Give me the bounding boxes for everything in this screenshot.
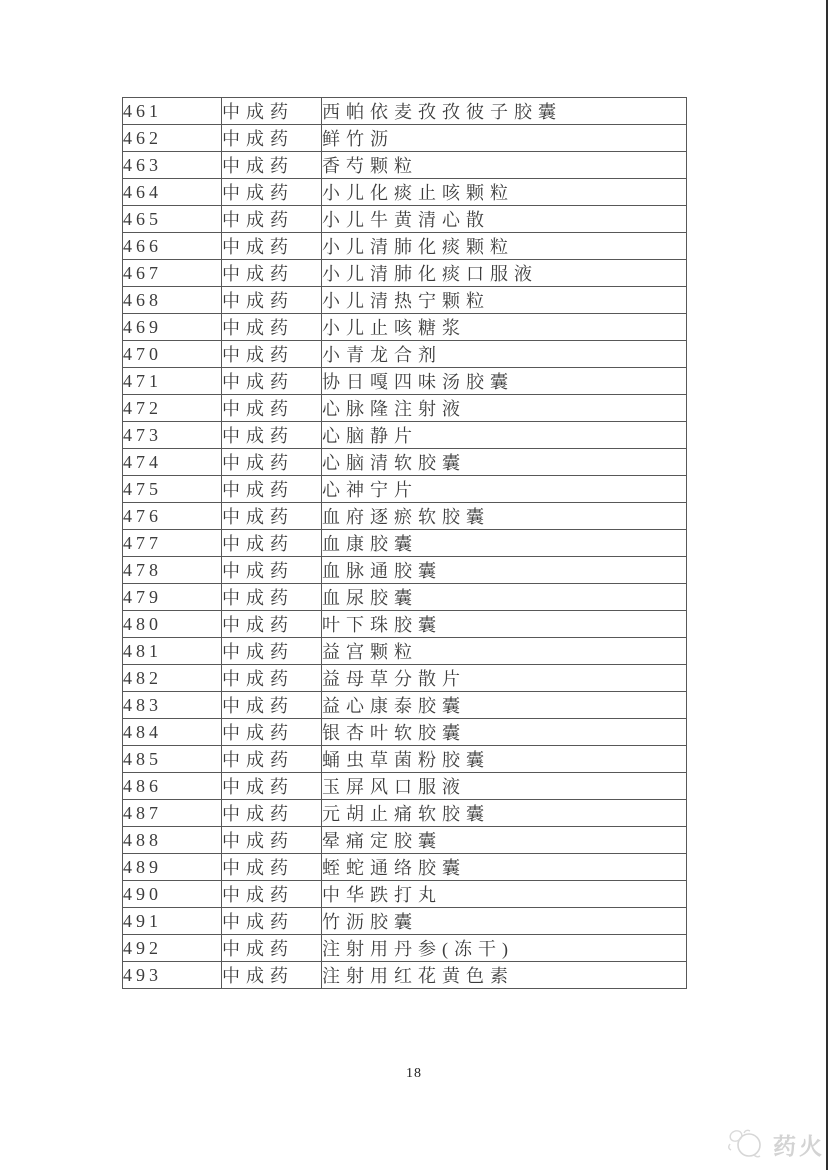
cell-name: 香芍颗粒 <box>322 152 687 179</box>
table-row <box>123 962 687 989</box>
medicine-table-body <box>123 98 687 989</box>
cell-category: 中成药 <box>222 908 322 935</box>
cell-category: 中成药 <box>222 611 322 638</box>
cell-name: 心脑清软胶囊 <box>322 449 687 476</box>
cell-number: 463 <box>123 152 222 179</box>
table-row <box>123 476 687 503</box>
cell-name: 银杏叶软胶囊 <box>322 719 687 746</box>
cell-category: 中成药 <box>222 152 322 179</box>
cell-number: 492 <box>123 935 222 962</box>
cell-number: 475 <box>123 476 222 503</box>
cell-category: 中成药 <box>222 719 322 746</box>
cell-category: 中成药 <box>222 179 322 206</box>
cell-name: 小儿止咳糖浆 <box>322 314 687 341</box>
cell-number: 484 <box>123 719 222 746</box>
cell-name: 血脉通胶囊 <box>322 557 687 584</box>
cell-number: 467 <box>123 260 222 287</box>
cell-name: 小儿清热宁颗粒 <box>322 287 687 314</box>
cell-name: 血尿胶囊 <box>322 584 687 611</box>
cell-number: 483 <box>123 692 222 719</box>
cell-number: 476 <box>123 503 222 530</box>
table-row <box>123 233 687 260</box>
cell-number: 486 <box>123 773 222 800</box>
cell-category: 中成药 <box>222 98 322 125</box>
table-row <box>123 584 687 611</box>
cell-number: 462 <box>123 125 222 152</box>
cell-category: 中成药 <box>222 125 322 152</box>
cell-number: 485 <box>123 746 222 773</box>
cell-category: 中成药 <box>222 881 322 908</box>
cell-name: 西帕依麦孜孜彼子胶囊 <box>322 98 687 125</box>
table-row <box>123 557 687 584</box>
cell-category: 中成药 <box>222 584 322 611</box>
table-row <box>123 881 687 908</box>
table-row <box>123 638 687 665</box>
cell-name: 血康胶囊 <box>322 530 687 557</box>
cell-number: 493 <box>123 962 222 989</box>
cell-number: 473 <box>123 422 222 449</box>
cell-name: 小青龙合剂 <box>322 341 687 368</box>
cell-category: 中成药 <box>222 476 322 503</box>
cell-name: 益心康泰胶囊 <box>322 692 687 719</box>
cell-category: 中成药 <box>222 557 322 584</box>
table-row <box>123 665 687 692</box>
table-row <box>123 692 687 719</box>
table-row <box>123 827 687 854</box>
cell-number: 477 <box>123 530 222 557</box>
cell-number: 480 <box>123 611 222 638</box>
cell-name: 注射用红花黄色素 <box>322 962 687 989</box>
mascot-icon <box>724 1124 770 1165</box>
table-row <box>123 800 687 827</box>
cell-category: 中成药 <box>222 800 322 827</box>
cell-name: 注射用丹参(冻干) <box>322 935 687 962</box>
table-row <box>123 260 687 287</box>
cell-category: 中成药 <box>222 638 322 665</box>
cell-name: 小儿清肺化痰颗粒 <box>322 233 687 260</box>
cell-category: 中成药 <box>222 530 322 557</box>
cell-category: 中成药 <box>222 746 322 773</box>
cell-category: 中成药 <box>222 503 322 530</box>
table-row <box>123 719 687 746</box>
cell-number: 487 <box>123 800 222 827</box>
cell-name: 竹沥胶囊 <box>322 908 687 935</box>
table-row <box>123 98 687 125</box>
cell-name: 晕痛定胶囊 <box>322 827 687 854</box>
cell-name: 中华跌打丸 <box>322 881 687 908</box>
table-row <box>123 908 687 935</box>
cell-name: 血府逐瘀软胶囊 <box>322 503 687 530</box>
cell-number: 471 <box>123 368 222 395</box>
cell-number: 489 <box>123 854 222 881</box>
cell-category: 中成药 <box>222 368 322 395</box>
cell-number: 472 <box>123 395 222 422</box>
table-row <box>123 935 687 962</box>
table-row <box>123 368 687 395</box>
cell-number: 491 <box>123 908 222 935</box>
cell-name: 心神宁片 <box>322 476 687 503</box>
cell-number: 465 <box>123 206 222 233</box>
cell-number: 464 <box>123 179 222 206</box>
table-row <box>123 395 687 422</box>
cell-name: 协日嘎四味汤胶囊 <box>322 368 687 395</box>
table-row <box>123 854 687 881</box>
cell-name: 玉屏风口服液 <box>322 773 687 800</box>
cell-name: 蛹虫草菌粉胶囊 <box>322 746 687 773</box>
cell-name: 心脉隆注射液 <box>322 395 687 422</box>
table-row <box>123 503 687 530</box>
table-row <box>123 611 687 638</box>
medicine-table <box>122 97 687 989</box>
cell-number: 482 <box>123 665 222 692</box>
cell-category: 中成药 <box>222 341 322 368</box>
cell-number: 478 <box>123 557 222 584</box>
cell-category: 中成药 <box>222 395 322 422</box>
cell-category: 中成药 <box>222 827 322 854</box>
page-number: 18 <box>406 1066 422 1081</box>
watermark-text: 药火 <box>773 1133 825 1159</box>
cell-number: 490 <box>123 881 222 908</box>
cell-number: 469 <box>123 314 222 341</box>
cell-category: 中成药 <box>222 935 322 962</box>
cell-category: 中成药 <box>222 233 322 260</box>
table-row <box>123 449 687 476</box>
table-row <box>123 746 687 773</box>
cell-name: 元胡止痛软胶囊 <box>322 800 687 827</box>
cell-category: 中成药 <box>222 287 322 314</box>
table-row <box>123 422 687 449</box>
cell-name: 叶下珠胶囊 <box>322 611 687 638</box>
cell-category: 中成药 <box>222 422 322 449</box>
cell-number: 470 <box>123 341 222 368</box>
cell-number: 488 <box>123 827 222 854</box>
cell-category: 中成药 <box>222 962 322 989</box>
cell-name: 益宫颗粒 <box>322 638 687 665</box>
table-row <box>123 341 687 368</box>
cell-number: 481 <box>123 638 222 665</box>
table-row <box>123 179 687 206</box>
cell-category: 中成药 <box>222 854 322 881</box>
table-row <box>123 152 687 179</box>
cell-name: 鲜竹沥 <box>322 125 687 152</box>
cell-name: 小儿清肺化痰口服液 <box>322 260 687 287</box>
cell-name: 蛭蛇通络胶囊 <box>322 854 687 881</box>
cell-name: 小儿牛黄清心散 <box>322 206 687 233</box>
cell-category: 中成药 <box>222 314 322 341</box>
cell-name: 小儿化痰止咳颗粒 <box>322 179 687 206</box>
watermark-logo <box>724 1124 825 1165</box>
cell-number: 468 <box>123 287 222 314</box>
cell-name: 心脑静片 <box>322 422 687 449</box>
cell-number: 461 <box>123 98 222 125</box>
cell-number: 479 <box>123 584 222 611</box>
table-row <box>123 206 687 233</box>
cell-category: 中成药 <box>222 449 322 476</box>
cell-name: 益母草分散片 <box>322 665 687 692</box>
cell-number: 466 <box>123 233 222 260</box>
cell-number: 474 <box>123 449 222 476</box>
cell-category: 中成药 <box>222 206 322 233</box>
table-row <box>123 530 687 557</box>
table-row <box>123 773 687 800</box>
table-row <box>123 125 687 152</box>
table-row <box>123 287 687 314</box>
cell-category: 中成药 <box>222 692 322 719</box>
cell-category: 中成药 <box>222 665 322 692</box>
cell-category: 中成药 <box>222 260 322 287</box>
cell-category: 中成药 <box>222 773 322 800</box>
table-row <box>123 314 687 341</box>
